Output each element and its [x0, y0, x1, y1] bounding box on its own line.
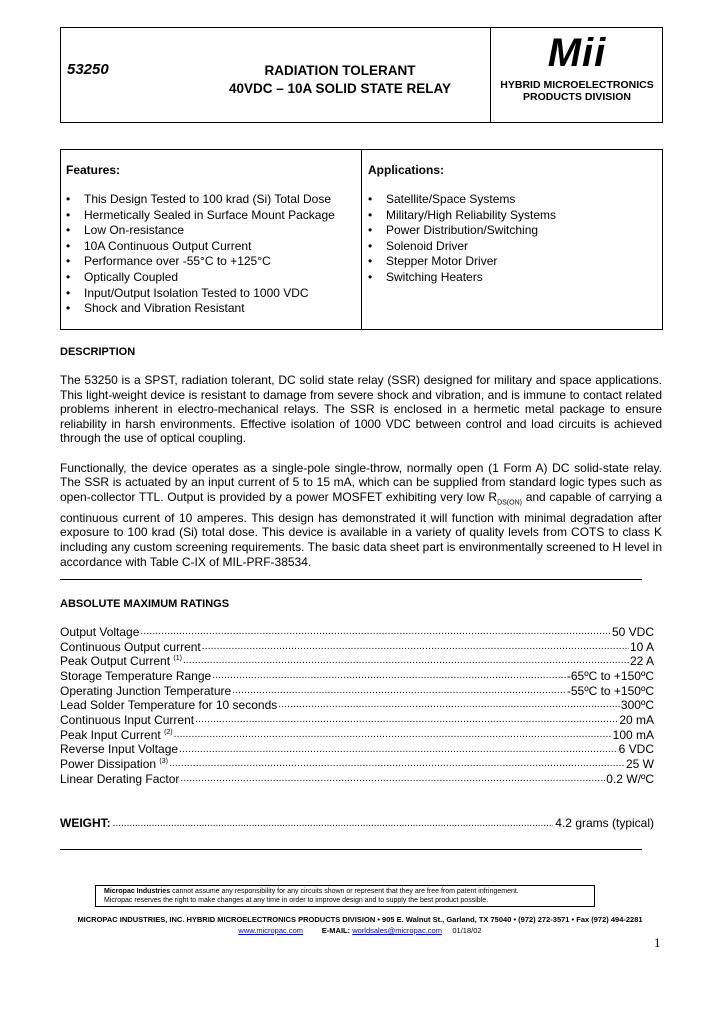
description-heading: DESCRIPTION — [60, 346, 136, 358]
weight-value: 4.2 grams (typical) — [555, 816, 654, 830]
rating-row — [60, 669, 654, 684]
rating-value: 300ºC — [620, 698, 654, 713]
leader-dots — [183, 654, 629, 669]
leader-dots — [232, 684, 566, 699]
website-link[interactable]: www.micropac.com — [238, 926, 304, 935]
leader-dots — [278, 698, 620, 713]
rating-row — [60, 684, 654, 699]
mii-logo: Mii — [547, 31, 607, 75]
rating-label: Continuous Input Current — [60, 713, 195, 728]
rating-label: Operating Junction Temperature — [60, 683, 232, 698]
rating-value: 0.2 W/ºC — [606, 771, 654, 786]
rating-row — [60, 654, 654, 669]
rds-on-subscript: DS(ON) — [497, 499, 522, 507]
features-heading: Features: — [66, 163, 121, 177]
rating-row — [60, 757, 654, 772]
rating-label: Lead Solder Temperature for 10 seconds — [60, 698, 278, 713]
rating-label: Reverse Input Voltage — [60, 742, 179, 757]
description-paragraph-1: The 53250 is a SPST, radiation tolerant, DC solid state relay (SSR) designed for military and space applications. This light-weight device is resistant to damage from severe shock and vibration, and is immune to contact related problems inherent in electro-mechanical relays. The SSR is enclosed in a hermetic metal package to ensure reliability in harsh environments. Effective isolation of 1000 VDC between control and load circuits is achieved through the use of optical coupling. — [60, 373, 662, 446]
list-item: • Shock and Vibration Resistant — [63, 301, 335, 317]
rating-value: 100 mA — [612, 727, 654, 742]
rating-value: 50 VDC — [611, 624, 654, 639]
leader-dots — [179, 743, 618, 758]
revision-date: 01/18/02 — [452, 926, 482, 935]
list-item: • Satellite/Space Systems — [365, 192, 556, 208]
leader-dots — [212, 669, 566, 684]
rating-row — [60, 713, 654, 728]
description-text: and capable of carrying a continuous current of 10 amperes. This design has demonstrated it will function with minimal degradation after exposure to 100 krad (Si) total dose. This device is available in a variety of quality levels from COTS to class K including any custom screening requirements. The basic data sheet part is environmentally screened to H level in accordance with Table C-IX of MIL-PRF-38534. — [60, 489, 662, 569]
contact-line — [60, 926, 660, 935]
rating-label: Output Voltage — [60, 624, 140, 639]
description-body — [60, 373, 662, 569]
page-number: 1 — [654, 935, 661, 950]
weight-label: WEIGHT: — [60, 816, 111, 830]
company-address: MICROPAC INDUSTRIES, INC. HYBRID MICROELECTRONICS PRODUCTS DIVISION • 905 E. Walnut St., Garland, TX 75040 • (972) 272-3571 • Fax (972) 494-2281 — [77, 915, 643, 924]
list-item: • Optically Coupled — [63, 270, 335, 286]
rating-value: 20 mA — [619, 713, 654, 728]
disclaimer-box — [95, 885, 595, 907]
features-divider — [361, 149, 362, 330]
title-line-1: RADIATION TOLERANT — [264, 63, 416, 78]
rating-label: Peak Output Current $^{(1)}$ — [60, 654, 182, 669]
rating-row — [60, 772, 654, 787]
title-line-2: 40VDC – 10A SOLID STATE RELAY — [228, 81, 452, 96]
list-item: • 10A Continuous Output Current — [63, 239, 335, 255]
rating-value: -55ºC to +150ºC — [566, 683, 654, 698]
email-link[interactable]: worldsales@micropac.com — [352, 926, 442, 935]
rating-label: Linear Derating Factor — [60, 771, 180, 786]
description-text: Functionally, the device operates as a single-pole single-throw, normally open (1 Form A) DC solid-state relay. The SSR is actuated by an input current of 5 to 15 mA, which can be supplied from standard logic types such as open-collector TTL. Output is provided by a power MOSFET exhibiting very low R — [60, 460, 662, 504]
list-item: • Solenoid Driver — [365, 239, 556, 255]
rating-value: 10 A — [629, 639, 654, 654]
disclaimer-line-2: Micropac reserves the right to make changes at any time in order to improve design and to supply the best product possible. — [104, 897, 489, 904]
list-item: • Input/Output Isolation Tested to 1000 VDC — [63, 286, 335, 302]
rating-label: Peak Input Current $^{(2)}$ — [60, 727, 173, 742]
ratings-table — [60, 625, 654, 787]
rating-value: -65ºC to +150ºC — [566, 669, 654, 684]
rating-row — [60, 625, 654, 640]
rating-value: 25 W — [625, 757, 654, 772]
applications-heading: Applications: — [368, 163, 445, 177]
section-divider — [60, 849, 642, 850]
rating-label: Storage Temperature Range — [60, 669, 212, 684]
applications-list — [365, 192, 556, 286]
email-label: E-MAIL: — [321, 926, 351, 935]
part-number: 53250 — [67, 61, 109, 78]
list-item: • Hermetically Sealed in Surface Mount Package — [63, 208, 335, 224]
list-item: • Low On-resistance — [63, 223, 335, 239]
description-paragraph-2 — [60, 461, 662, 570]
rating-label: Power Dissipation $^{(3)}$ — [60, 757, 168, 772]
company-name: Micropac Industries — [104, 888, 171, 895]
rating-value: 22 A — [629, 654, 654, 669]
rating-row — [60, 640, 654, 655]
rating-row — [60, 698, 654, 713]
disclaimer-line-1 — [104, 887, 594, 896]
list-item: • This Design Tested to 100 krad (Si) Total Dose — [63, 192, 335, 208]
leader-dots — [113, 816, 554, 831]
weight-row — [60, 816, 654, 831]
disclaimer-text: cannot assume any responsibility for any circuits shown or represent that they are free from patent infringement. — [170, 888, 519, 895]
rating-value: 6 VDC — [618, 742, 654, 757]
leader-dots — [202, 640, 629, 655]
rating-label: Continuous Output current — [60, 639, 201, 654]
ratings-heading: ABSOLUTE MAXIMUM RATINGS — [60, 598, 230, 610]
leader-dots — [195, 713, 618, 728]
leader-dots — [169, 757, 625, 772]
division-line-1: HYBRID MICROELECTRONICS — [500, 79, 654, 91]
leader-dots — [140, 625, 611, 640]
leader-dots — [180, 772, 605, 787]
list-item: • Switching Heaters — [365, 270, 556, 286]
list-item: • Power Distribution/Switching — [365, 223, 556, 239]
features-list — [63, 192, 335, 317]
section-divider — [60, 579, 642, 580]
rating-row — [60, 743, 654, 758]
list-item: • Performance over -55°C to +125°C — [63, 254, 335, 270]
division-line-2: PRODUCTS DIVISION — [523, 91, 631, 103]
list-item: • Stepper Motor Driver — [365, 254, 556, 270]
rating-row — [60, 728, 654, 743]
leader-dots — [174, 728, 612, 743]
list-item: • Military/High Reliability Systems — [365, 208, 556, 224]
